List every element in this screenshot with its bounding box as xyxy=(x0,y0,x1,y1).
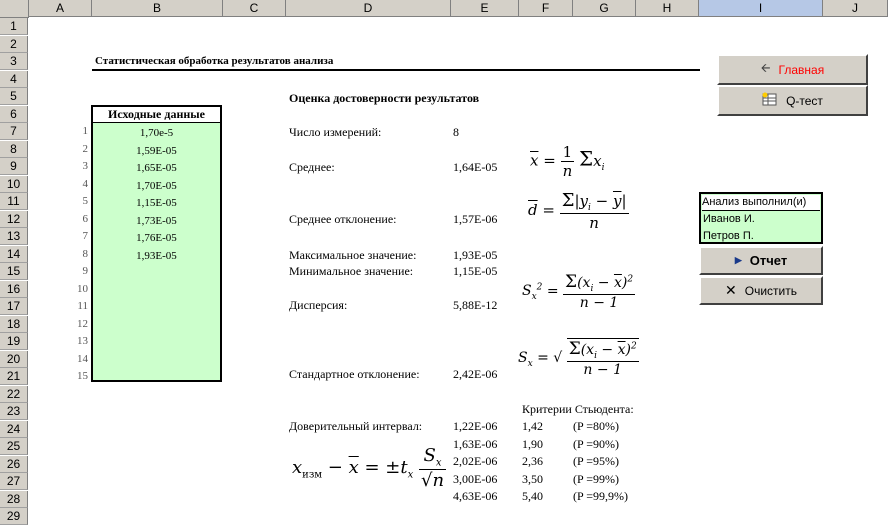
source-index: 5 xyxy=(82,195,88,207)
source-index: 2 xyxy=(82,142,88,155)
source-index: 6 xyxy=(82,212,88,225)
column-header-h[interactable]: H xyxy=(636,0,699,17)
row-header[interactable]: 17 xyxy=(0,298,28,315)
row-header[interactable]: 9 xyxy=(0,158,28,175)
column-header-bar xyxy=(0,0,888,18)
mean-formula: $\overline{x}$ = $\frac{1}{n}$ $\Sigma x_i$ xyxy=(530,143,605,180)
source-index: 15 xyxy=(77,370,88,382)
source-index: 3 xyxy=(82,160,88,172)
variance-label: Дисперсия: xyxy=(289,298,348,312)
column-header-e[interactable]: E xyxy=(451,0,519,17)
spreadsheet-icon xyxy=(762,92,778,109)
max-label: Максимальное значение: xyxy=(289,248,417,262)
row-header[interactable]: 25 xyxy=(0,438,28,455)
interval-value: 1,22E-06 xyxy=(453,419,498,433)
source-data-header: Исходные данные xyxy=(93,107,220,123)
row-header[interactable]: 12 xyxy=(0,211,28,228)
mean-value: 1,64E-05 xyxy=(453,160,498,174)
row-header[interactable]: 23 xyxy=(0,403,28,420)
stddev-formula: $S_x$ = √ $\frac{\Sigma(x_i - \overline{x})^2}{n - 1}$ xyxy=(518,339,637,378)
probability-value: (P =90%) xyxy=(573,436,619,451)
row-header[interactable]: 28 xyxy=(0,491,28,508)
column-header-g[interactable]: G xyxy=(573,0,636,17)
page-title: Статистическая обработка результатов анализа xyxy=(95,55,334,67)
row-header[interactable]: 15 xyxy=(0,263,28,280)
analysis-box xyxy=(699,192,823,244)
student-t-value: 1,90 xyxy=(522,436,543,451)
source-value-cell[interactable]: 1,59E-05 xyxy=(136,144,177,157)
student-t-value: 2,36 xyxy=(522,454,543,468)
clear-button-label: Очистить xyxy=(744,283,797,298)
stddev-label: Стандартное отклонение: xyxy=(289,367,420,381)
source-index: 9 xyxy=(82,265,88,277)
variance-value: 5,88E-12 xyxy=(453,298,498,312)
row-header[interactable]: 21 xyxy=(0,368,28,385)
probability-value: (P =99%) xyxy=(573,471,619,486)
source-index: 4 xyxy=(82,177,88,190)
row-header[interactable]: 18 xyxy=(0,316,28,333)
source-value-cell[interactable]: 1,93E-05 xyxy=(136,249,177,262)
source-index: 12 xyxy=(77,317,88,330)
qtest-button-label: Q-тест xyxy=(786,93,823,108)
source-index: 8 xyxy=(82,247,88,260)
avgdev-value: 1,57E-06 xyxy=(453,212,498,226)
row-header[interactable]: 1 xyxy=(0,18,28,35)
row-header[interactable]: 7 xyxy=(0,123,28,140)
play-icon: ▶ xyxy=(734,255,742,265)
analysis-person[interactable]: Петров П. xyxy=(703,230,754,242)
column-header-d[interactable]: D xyxy=(286,0,451,17)
interval-value: 4,63E-06 xyxy=(453,489,498,503)
row-header[interactable]: 27 xyxy=(0,473,28,490)
row-header[interactable]: 3 xyxy=(0,53,28,70)
student-header: Критерии Стьюдента: xyxy=(522,402,634,416)
count-label: Число измерений: xyxy=(289,125,382,139)
interval-value: 3,00E-06 xyxy=(453,471,498,486)
main-button-label: Главная xyxy=(778,62,825,77)
row-header[interactable]: 5 xyxy=(0,88,28,105)
column-header-f[interactable]: F xyxy=(519,0,573,17)
column-header-a[interactable]: A xyxy=(29,0,92,17)
row-header[interactable]: 24 xyxy=(0,421,28,438)
clear-button[interactable] xyxy=(699,276,823,305)
source-value-cell[interactable]: 1,70e-5 xyxy=(139,127,174,139)
row-header[interactable]: 16 xyxy=(0,281,28,298)
source-index: 13 xyxy=(77,335,88,347)
row-header[interactable]: 19 xyxy=(0,333,28,350)
row-header[interactable]: 22 xyxy=(0,386,28,403)
source-value-cell[interactable]: 1,70E-05 xyxy=(136,179,177,192)
mean-label: Среднее: xyxy=(289,160,335,174)
select-all-corner[interactable] xyxy=(0,0,29,18)
source-value-cell[interactable]: 1,73E-05 xyxy=(136,214,177,227)
variance-formula: $S_x^2$ = $\frac{\Sigma(x_i - \overline{x})^2}{n - 1}$ xyxy=(522,272,634,311)
max-value: 1,93E-05 xyxy=(453,248,498,262)
section-title: Оценка достоверности результатов xyxy=(289,91,480,105)
row-header[interactable]: 13 xyxy=(0,228,28,245)
source-value-cell[interactable]: 1,65E-05 xyxy=(136,162,177,174)
source-value-cell[interactable]: 1,15E-05 xyxy=(136,197,177,209)
source-index: 10 xyxy=(77,282,88,295)
report-button[interactable] xyxy=(699,246,823,275)
student-t-value: 5,40 xyxy=(522,489,543,503)
column-header-c[interactable]: C xyxy=(223,0,286,17)
interval-value: 2,02E-06 xyxy=(453,454,498,468)
stddev-value: 2,42E-06 xyxy=(453,367,498,381)
title-underline xyxy=(92,69,700,71)
source-value-cell[interactable]: 1,76E-05 xyxy=(136,232,177,244)
column-header-b[interactable]: B xyxy=(92,0,223,17)
ci-label: Доверительный интервал: xyxy=(289,419,423,433)
row-header[interactable]: 26 xyxy=(0,456,28,473)
min-value: 1,15E-05 xyxy=(453,264,498,278)
row-header[interactable]: 20 xyxy=(0,351,28,368)
source-data-table xyxy=(91,105,222,382)
column-header-i[interactable]: I xyxy=(699,0,823,17)
main-button[interactable] xyxy=(717,54,868,85)
source-index: 7 xyxy=(82,230,88,242)
probability-value: (P =95%) xyxy=(573,454,619,468)
source-index: 14 xyxy=(77,352,88,365)
avgdev-formula: $\overline{d}$ = $\frac{\Sigma|y_i - \overline{y}|}{n}$ xyxy=(528,190,627,232)
student-t-value: 1,42 xyxy=(522,419,543,433)
row-header[interactable]: 11 xyxy=(0,193,28,210)
analysis-header: Анализ выполнил(и) xyxy=(702,195,820,211)
analysis-person[interactable]: Иванов И. xyxy=(703,213,755,225)
column-header-j[interactable]: J xyxy=(823,0,888,17)
student-t-value: 3,50 xyxy=(522,471,543,486)
probability-value: (P =99,9%) xyxy=(573,489,628,503)
source-index: 11 xyxy=(77,300,88,312)
row-header[interactable]: 29 xyxy=(0,508,28,525)
report-button-label: Отчет xyxy=(749,253,788,268)
close-icon: ✕ xyxy=(725,282,737,298)
probability-value: (P =80%) xyxy=(573,419,619,433)
row-header[interactable]: 8 xyxy=(0,141,28,158)
row-header[interactable]: 6 xyxy=(0,106,28,123)
avgdev-label: Среднее отклонение: xyxy=(289,212,397,226)
count-value: 8 xyxy=(453,125,459,139)
row-header[interactable]: 2 xyxy=(0,36,28,53)
ci-formula: $x_{изм} - \overline{x} = \pm t_x$ $\frac{S_x}{√n}$ xyxy=(292,445,445,491)
row-header[interactable]: 14 xyxy=(0,246,28,263)
interval-value: 1,63E-06 xyxy=(453,436,498,451)
row-header[interactable]: 4 xyxy=(0,71,28,88)
qtest-button[interactable] xyxy=(717,85,868,116)
min-label: Минимальное значение: xyxy=(289,264,414,278)
arrow-left-icon: 🡨 xyxy=(760,61,771,75)
source-index: 1 xyxy=(82,125,88,137)
row-header[interactable]: 10 xyxy=(0,176,28,193)
